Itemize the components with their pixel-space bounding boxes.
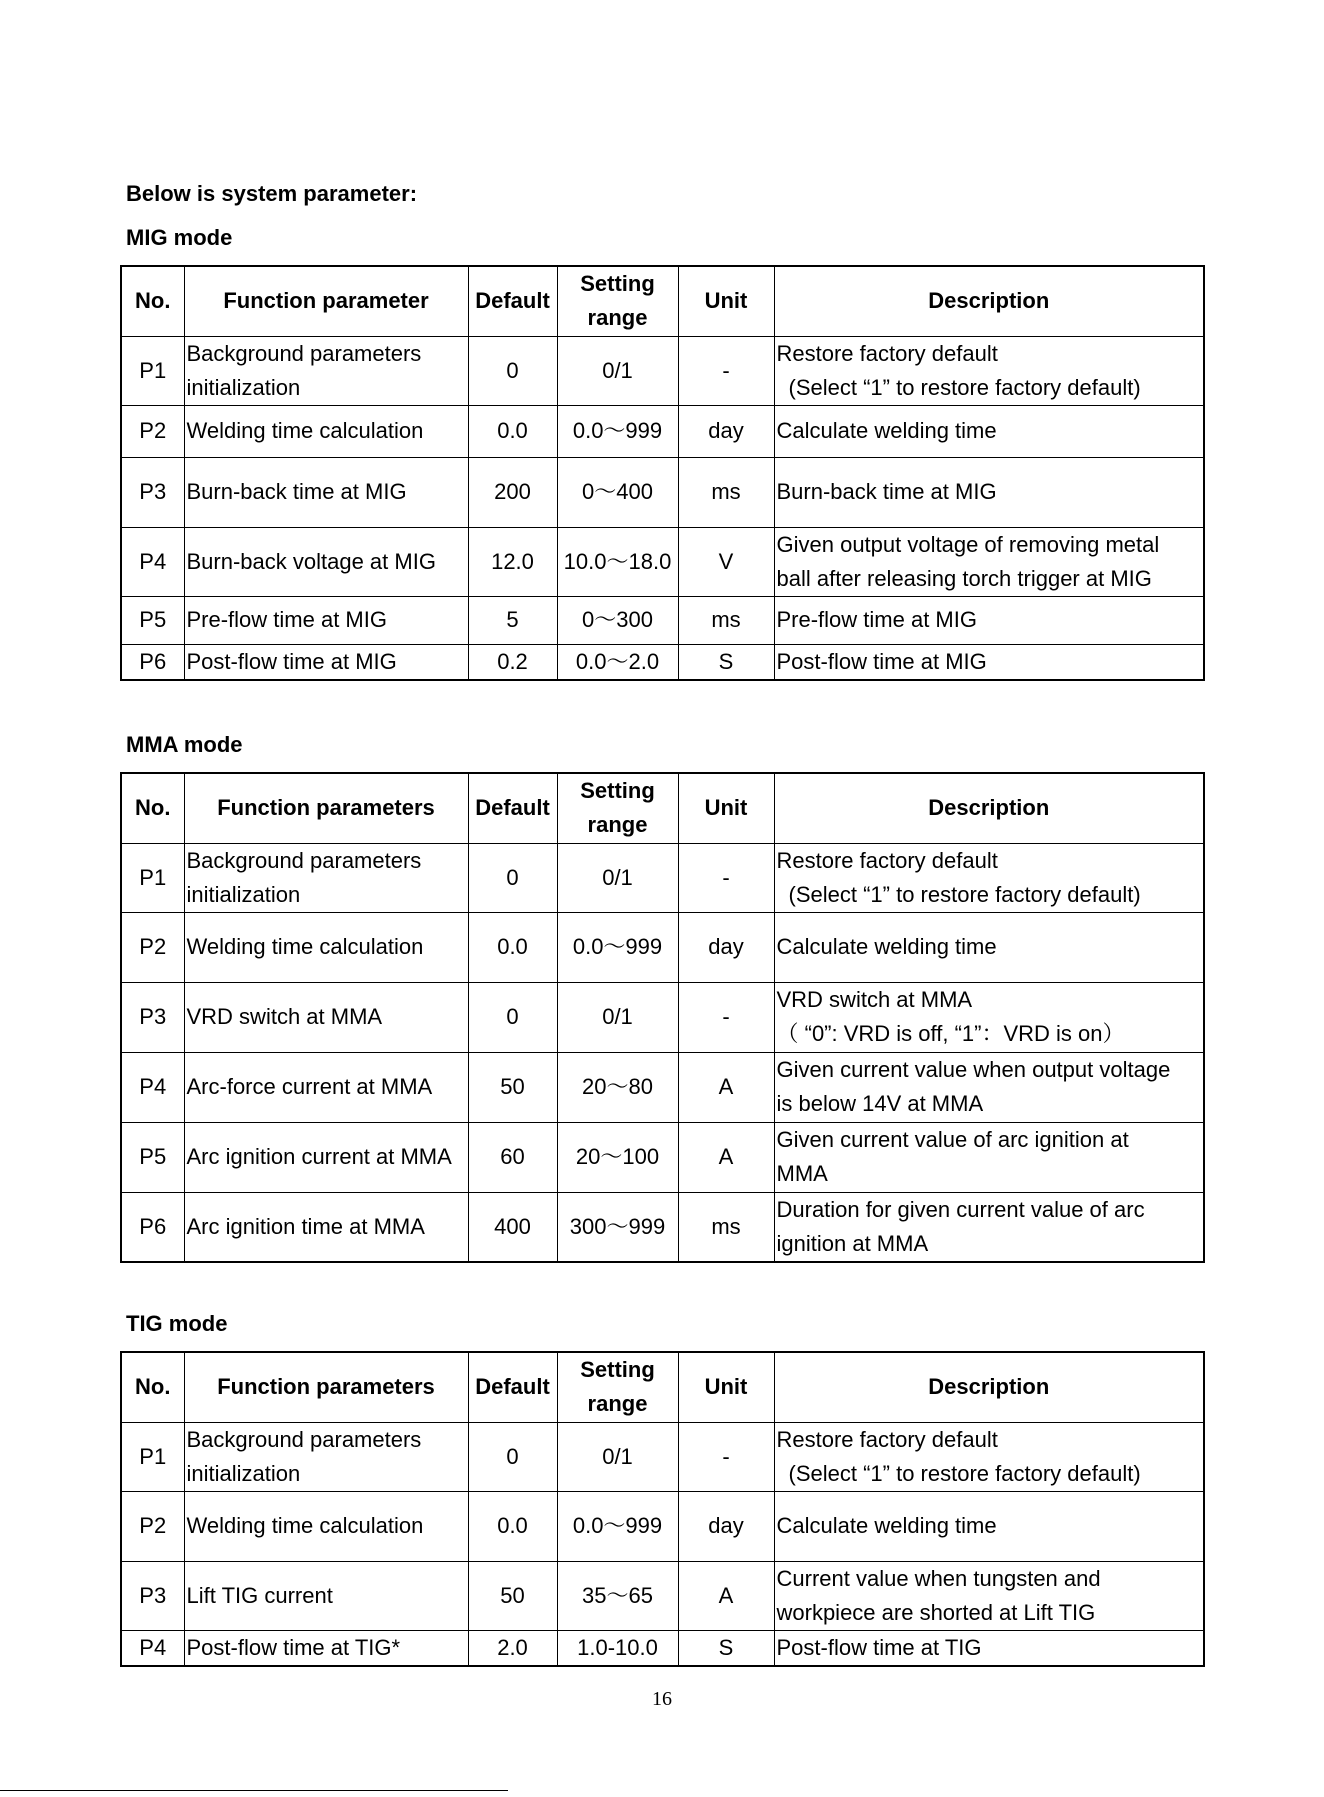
function-parameter	[184, 1192, 468, 1262]
header-unit	[678, 773, 774, 843]
unit-text: A	[718, 1582, 734, 1608]
description-line: Duration for given current value of arc	[776, 1196, 1145, 1222]
description	[774, 336, 1204, 405]
table-row	[121, 336, 1204, 405]
param-number-text: P2	[139, 934, 167, 959]
description-line: Calculate welding time	[776, 1513, 997, 1538]
header-unit-label: Unit	[704, 288, 748, 314]
param-number-text: P3	[139, 479, 167, 504]
description	[774, 1561, 1204, 1630]
setting-range-text: 20～80	[582, 1074, 653, 1099]
description-line: Pre-flow time at MIG	[776, 607, 977, 632]
setting-range	[557, 644, 678, 680]
header-no	[121, 1352, 184, 1422]
function-line: Arc ignition time at MMA	[186, 1213, 425, 1239]
function-parameter	[184, 1422, 468, 1491]
function-parameter	[184, 596, 468, 644]
header-setting	[557, 1352, 678, 1422]
setting-range	[557, 457, 678, 527]
param-number	[121, 843, 184, 912]
setting-range	[557, 1491, 678, 1561]
function-parameter	[184, 1052, 468, 1122]
header-setting	[557, 266, 678, 336]
function-line: Arc ignition current at MMA	[186, 1144, 452, 1169]
default-value-text: 50	[500, 1582, 525, 1608]
default-value-text: 0	[506, 864, 519, 890]
function-line: initialization	[186, 881, 301, 907]
description	[774, 1192, 1204, 1262]
header-description-label: Description	[928, 1374, 1050, 1400]
unit-text: ms	[711, 1213, 741, 1239]
table-row	[121, 912, 1204, 982]
table-row	[121, 1422, 1204, 1491]
function-line: Background parameters	[186, 1426, 422, 1452]
default-value	[468, 1192, 557, 1262]
description-line: workpiece are shorted at Lift TIG	[776, 1599, 1096, 1625]
description	[774, 644, 1204, 680]
description-line: Restore factory default	[776, 340, 998, 366]
setting-range	[557, 982, 678, 1052]
param-number	[121, 1122, 184, 1192]
unit-text: A	[718, 1074, 734, 1099]
setting-range	[557, 527, 678, 596]
function-line: Welding time calculation	[186, 1513, 424, 1538]
description-line: Post-flow time at MIG	[776, 648, 987, 674]
setting-range-text: 0.0～999	[572, 1513, 663, 1538]
function-parameter	[184, 982, 468, 1052]
header-default-label: Default	[475, 795, 550, 821]
description	[774, 596, 1204, 644]
param-number	[121, 1630, 184, 1666]
table-row	[121, 527, 1204, 596]
param-number	[121, 644, 184, 680]
header-default-label: Default	[475, 1374, 550, 1400]
default-value	[468, 1630, 557, 1666]
setting-range-text: 20～100	[575, 1144, 660, 1169]
mig-section-title: MIG mode	[126, 225, 233, 250]
setting-range	[557, 1422, 678, 1491]
function-line: Post-flow time at TIG*	[186, 1634, 401, 1660]
description-line: VRD switch at MMA	[776, 987, 973, 1012]
description-line: Restore factory default	[776, 1426, 998, 1452]
setting-range-text: 0.0～2.0	[575, 648, 660, 674]
param-number-text: P4	[139, 548, 167, 574]
unit	[678, 1561, 774, 1630]
default-value	[468, 982, 557, 1052]
setting-range-text: 0/1	[602, 864, 633, 890]
function-parameter	[184, 912, 468, 982]
header-default	[468, 1352, 557, 1422]
unit	[678, 596, 774, 644]
function-parameter	[184, 1630, 468, 1666]
default-value	[468, 1052, 557, 1122]
unit-text: A	[718, 1144, 734, 1169]
table-row	[121, 457, 1204, 527]
default-value-text: 0	[506, 1443, 519, 1469]
default-value	[468, 1122, 557, 1192]
default-value	[468, 336, 557, 405]
default-value-text: 0	[506, 357, 519, 383]
default-value-text: 0.0	[497, 934, 528, 959]
param-number-text: P2	[139, 1513, 167, 1538]
description-line: (Select “1” to restore factory default)	[788, 1460, 1141, 1486]
default-value-text: 200	[494, 479, 531, 504]
function-parameter	[184, 527, 468, 596]
header-no	[121, 266, 184, 336]
description	[774, 405, 1204, 457]
header-setting-line1: Setting	[580, 271, 655, 297]
param-number-text: P6	[139, 1213, 167, 1239]
tig-section-title: TIG mode	[126, 1311, 228, 1336]
header-setting-line1: Setting	[580, 1357, 655, 1383]
setting-range-text: 10.0～18.0	[563, 548, 672, 574]
unit-text: V	[718, 548, 734, 574]
table-row	[121, 1192, 1204, 1262]
unit-text: day	[708, 418, 744, 443]
default-value-text: 5	[506, 607, 519, 632]
header-setting-line2: range	[587, 1391, 648, 1417]
param-number	[121, 457, 184, 527]
mig-parameter-table	[120, 265, 1205, 681]
param-number	[121, 336, 184, 405]
table-row	[121, 1052, 1204, 1122]
header-function	[184, 773, 468, 843]
param-number	[121, 1052, 184, 1122]
unit	[678, 982, 774, 1052]
default-value	[468, 457, 557, 527]
default-value-text: 0.0	[497, 1513, 528, 1538]
setting-range	[557, 1561, 678, 1630]
header-description	[774, 773, 1204, 843]
description	[774, 527, 1204, 596]
function-line: Welding time calculation	[186, 418, 424, 443]
unit-text: -	[722, 864, 730, 890]
description	[774, 1052, 1204, 1122]
default-value-text: 2.0	[497, 1634, 528, 1660]
unit-text: S	[718, 648, 734, 674]
param-number	[121, 1561, 184, 1630]
header-no	[121, 773, 184, 843]
unit	[678, 1192, 774, 1262]
header-description-label: Description	[928, 288, 1050, 314]
description	[774, 912, 1204, 982]
function-line: VRD switch at MMA	[186, 1004, 383, 1029]
setting-range-text: 0/1	[602, 357, 633, 383]
mma-parameter-table	[120, 772, 1205, 1263]
default-value-text: 0	[506, 1004, 519, 1029]
intro-heading: Below is system parameter:	[126, 181, 418, 206]
param-number	[121, 596, 184, 644]
function-parameter	[184, 1491, 468, 1561]
default-value-text: 0.2	[497, 648, 528, 674]
description-line: Given output voltage of removing metal	[776, 531, 1160, 557]
description	[774, 1122, 1204, 1192]
setting-range-text: 0/1	[602, 1004, 633, 1029]
param-number-text: P5	[139, 1144, 167, 1169]
description	[774, 1491, 1204, 1561]
description-line: Current value when tungsten and	[776, 1565, 1101, 1591]
unit	[678, 1122, 774, 1192]
function-line: Arc-force current at MMA	[186, 1074, 433, 1099]
footer-rule	[0, 1790, 508, 1791]
header-setting-line2: range	[587, 305, 648, 331]
setting-range-text: 1.0-10.0	[577, 1634, 658, 1660]
header-function-label: Function parameters	[217, 1374, 435, 1400]
unit-text: ms	[711, 607, 741, 632]
default-value-text: 400	[494, 1213, 531, 1239]
default-value-text: 12.0	[491, 548, 534, 574]
table-row	[121, 982, 1204, 1052]
header-description	[774, 1352, 1204, 1422]
header-function-label: Function parameters	[217, 795, 435, 821]
param-number	[121, 912, 184, 982]
description	[774, 1630, 1204, 1666]
setting-range	[557, 1052, 678, 1122]
unit-text: -	[722, 1443, 730, 1469]
header-unit-label: Unit	[704, 795, 748, 821]
header-default	[468, 266, 557, 336]
table-row	[121, 1630, 1204, 1666]
default-value-text: 60	[500, 1144, 525, 1169]
function-parameter	[184, 843, 468, 912]
description-line: Calculate welding time	[776, 934, 997, 959]
unit-text: day	[708, 1513, 744, 1538]
param-number-text: P6	[139, 648, 167, 674]
function-parameter	[184, 405, 468, 457]
unit	[678, 644, 774, 680]
unit-text: day	[708, 934, 744, 959]
description-line: Calculate welding time	[776, 418, 997, 443]
function-line: initialization	[186, 1460, 301, 1486]
setting-range-text: 0～300	[582, 607, 653, 632]
header-no-label: No.	[135, 795, 171, 821]
description-line: (Select “1” to restore factory default)	[788, 374, 1141, 400]
default-value	[468, 596, 557, 644]
header-setting	[557, 773, 678, 843]
table-row	[121, 596, 1204, 644]
description	[774, 982, 1204, 1052]
default-value	[468, 1561, 557, 1630]
default-value	[468, 912, 557, 982]
header-no-label: No.	[135, 288, 171, 314]
header-row	[121, 1352, 1204, 1422]
default-value-text: 50	[500, 1074, 525, 1099]
tig-parameter-table	[120, 1351, 1205, 1667]
param-number-text: P4	[139, 1634, 167, 1660]
setting-range-text: 300～999	[569, 1213, 666, 1239]
function-parameter	[184, 336, 468, 405]
param-number	[121, 982, 184, 1052]
param-number-text: P4	[139, 1074, 167, 1099]
setting-range	[557, 405, 678, 457]
param-number	[121, 1422, 184, 1491]
description-line: Post-flow time at TIG	[776, 1634, 982, 1660]
setting-range	[557, 1192, 678, 1262]
table-row	[121, 1491, 1204, 1561]
description-line: Given current value of arc ignition at	[776, 1127, 1129, 1152]
header-row	[121, 266, 1204, 336]
header-function	[184, 1352, 468, 1422]
param-number-text: P1	[139, 864, 167, 890]
setting-range	[557, 1630, 678, 1666]
page-number: 16	[652, 1688, 672, 1710]
function-line: initialization	[186, 374, 301, 400]
default-value	[468, 1491, 557, 1561]
description-line: ball after releasing torch trigger at MIG	[776, 565, 1152, 591]
setting-range	[557, 912, 678, 982]
setting-range	[557, 596, 678, 644]
unit	[678, 527, 774, 596]
setting-range	[557, 336, 678, 405]
unit	[678, 405, 774, 457]
param-number	[121, 405, 184, 457]
function-line: Post-flow time at MIG	[186, 648, 397, 674]
table-row	[121, 1122, 1204, 1192]
table-row	[121, 1561, 1204, 1630]
header-unit-label: Unit	[704, 1374, 748, 1400]
setting-range-text: 35～65	[582, 1582, 653, 1608]
header-setting-line1: Setting	[580, 778, 655, 804]
description	[774, 843, 1204, 912]
default-value	[468, 843, 557, 912]
param-number-text: P1	[139, 357, 167, 383]
description-line: ignition at MMA	[776, 1230, 929, 1256]
function-parameter	[184, 1122, 468, 1192]
function-line: Lift TIG current	[186, 1582, 333, 1608]
unit-text: ms	[711, 479, 741, 504]
default-value	[468, 527, 557, 596]
mma-section-title: MMA mode	[126, 732, 243, 757]
unit	[678, 1491, 774, 1561]
param-number	[121, 1192, 184, 1262]
function-parameter	[184, 644, 468, 680]
description-line: Given current value when output voltage	[776, 1057, 1171, 1082]
unit	[678, 457, 774, 527]
default-value-text: 0.0	[497, 418, 528, 443]
table-row	[121, 644, 1204, 680]
default-value	[468, 644, 557, 680]
description	[774, 1422, 1204, 1491]
setting-range-text: 0/1	[602, 1443, 633, 1469]
param-number-text: P3	[139, 1004, 167, 1029]
default-value	[468, 405, 557, 457]
header-unit	[678, 266, 774, 336]
unit	[678, 1630, 774, 1666]
description-line: （ “0”: VRD is off, “1”：VRD is on）	[776, 1021, 1125, 1046]
param-number-text: P2	[139, 418, 167, 443]
function-line: Burn-back voltage at MIG	[186, 548, 436, 574]
setting-range	[557, 1122, 678, 1192]
param-number-text: P3	[139, 1582, 167, 1608]
unit	[678, 1052, 774, 1122]
description-line: is below 14V at MMA	[776, 1091, 984, 1116]
header-description	[774, 266, 1204, 336]
function-parameter	[184, 1561, 468, 1630]
header-function	[184, 266, 468, 336]
unit-text: S	[718, 1634, 734, 1660]
function-parameter	[184, 457, 468, 527]
description-line: MMA	[776, 1161, 828, 1186]
unit	[678, 843, 774, 912]
header-description-label: Description	[928, 795, 1050, 821]
function-line: Background parameters	[186, 847, 422, 873]
description-line: (Select “1” to restore factory default)	[788, 881, 1141, 907]
table-row	[121, 405, 1204, 457]
function-line: Background parameters	[186, 340, 422, 366]
function-line: Welding time calculation	[186, 934, 424, 959]
unit	[678, 1422, 774, 1491]
unit-text: -	[722, 357, 730, 383]
setting-range-text: 0.0～999	[572, 934, 663, 959]
default-value	[468, 1422, 557, 1491]
header-setting-line2: range	[587, 812, 648, 838]
param-number	[121, 527, 184, 596]
unit-text: -	[722, 1004, 730, 1029]
header-row	[121, 773, 1204, 843]
header-no-label: No.	[135, 1374, 171, 1400]
header-unit	[678, 1352, 774, 1422]
unit	[678, 912, 774, 982]
header-default	[468, 773, 557, 843]
setting-range-text: 0～400	[582, 479, 653, 504]
function-line: Burn-back time at MIG	[186, 479, 407, 504]
table-row	[121, 843, 1204, 912]
function-line: Pre-flow time at MIG	[186, 607, 387, 632]
param-number-text: P5	[139, 607, 167, 632]
setting-range-text: 0.0～999	[572, 418, 663, 443]
description-line: Burn-back time at MIG	[776, 479, 997, 504]
header-default-label: Default	[475, 288, 550, 314]
unit	[678, 336, 774, 405]
param-number	[121, 1491, 184, 1561]
header-function-label: Function parameter	[223, 288, 429, 314]
description-line: Restore factory default	[776, 847, 998, 873]
description	[774, 457, 1204, 527]
setting-range	[557, 843, 678, 912]
param-number-text: P1	[139, 1443, 167, 1469]
